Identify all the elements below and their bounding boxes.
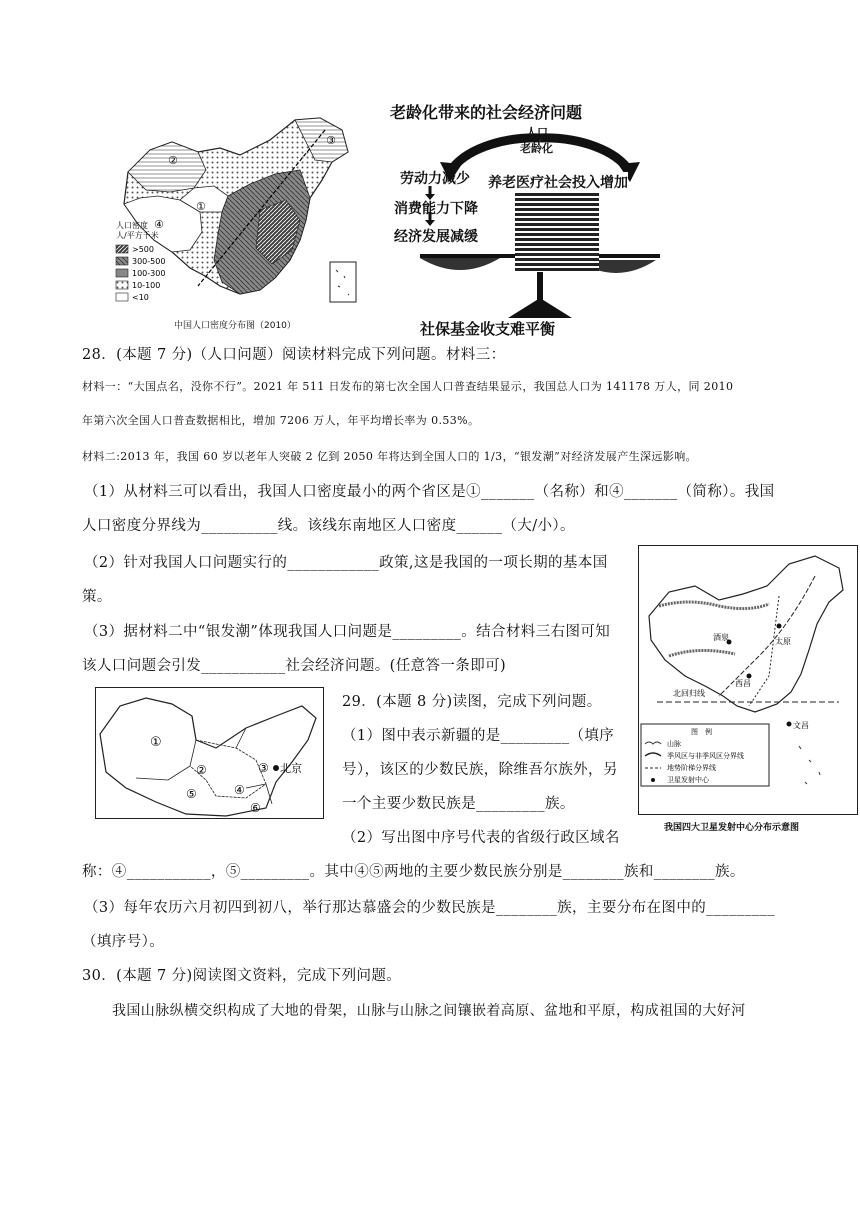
label-xichang: 西昌	[735, 679, 751, 688]
region-marker-5: ⑤	[186, 787, 197, 801]
q29-q2-line1: （2）写出图中序号代表的省级行政区域名	[342, 830, 620, 846]
regions-map-graphic	[96, 688, 323, 818]
aging-right: 养老医疗社会投入增加	[488, 172, 628, 192]
sat-legend-2: 季风区与非季风区分界线	[667, 752, 744, 760]
aging-center-2: 老龄化	[520, 142, 553, 155]
map-marker-1: ①	[196, 200, 206, 213]
q28-q2-line1: （2）针对我国人口问题实行的____________政策,这是我国的一项长期的基本国	[84, 555, 608, 571]
legend-title-1: 人口密度	[116, 221, 148, 230]
aging-bottom: 社保基金收支难平衡	[420, 320, 556, 338]
label-tropic: 北回归线	[673, 689, 705, 698]
q28-q1-line1: （1）从材料三可以看出，我国人口密度最小的两个省区是①_______（名称）和④_______（简称）。我国	[84, 484, 775, 500]
aging-left-2: 消费能力下降	[394, 201, 478, 217]
legend-item-4: 10-100	[132, 281, 161, 290]
aging-diagram	[390, 100, 690, 336]
sat-legend-1: 山脉	[667, 740, 681, 748]
label-taiyuan: 太原	[775, 637, 791, 646]
q28-q2-line2: 策。	[82, 589, 112, 605]
q28-header: 28．(本题 7 分)（人口问题）阅读材料完成下列问题。材料三：	[82, 347, 506, 363]
legend-title-2: 人/平方千米	[116, 231, 159, 240]
region-marker-2: ②	[196, 763, 207, 777]
population-density-map	[110, 100, 360, 332]
q28-material2: 材料二:2013 年，我国 60 岁以老年人突破 2 亿到 2050 年将达到全国人口的 1/3，“银发潮”对经济发展产生深远影响。	[82, 450, 698, 463]
label-jiuquan: 酒泉	[713, 633, 729, 642]
legend-item-1: >500	[132, 245, 154, 254]
aging-left-3: 经济发展减缓	[394, 229, 478, 245]
sat-legend-title: 图 例	[691, 728, 712, 736]
q29-q1-line3: 一个主要少数民族是_________族。	[342, 796, 575, 812]
region-marker-6: ⑥	[250, 801, 261, 815]
q28-q3-line2: 该人口问题会引发___________社会经济问题。(任意答一条即可)	[82, 658, 507, 674]
region-marker-1: ①	[150, 735, 162, 750]
aging-title: 老龄化带来的社会经济问题	[390, 103, 583, 122]
legend-item-3: 100-300	[132, 269, 166, 278]
city-beijing: 北京	[280, 762, 302, 775]
sat-legend-4: 卫星发射中心	[667, 776, 709, 784]
q30-header: 30．(本题 7 分)阅读图文资料，完成下列问题。	[82, 968, 402, 984]
satellite-map-graphic	[639, 546, 857, 814]
sat-legend-3: 地势阶梯分界线	[667, 764, 716, 772]
legend-item-2: 300-500	[132, 257, 166, 266]
q30-paragraph: 我国山脉纵横交织构成了大地的骨架，山脉与山脉之间镶嵌着高原、盆地和平原，构成祖国的大好河	[112, 1003, 746, 1019]
aging-center-1: 人口	[526, 126, 548, 139]
satellite-map	[638, 545, 858, 815]
map-marker-3: ③	[326, 134, 336, 147]
legend-item-5: <10	[132, 293, 149, 302]
label-wenchang: 文昌	[793, 721, 809, 730]
coin-stack	[515, 186, 599, 272]
q29-header: 29．(本题 8 分)读图，完成下列问题。	[342, 694, 602, 710]
density-map-caption: 中国人口密度分布图（2010）	[174, 321, 296, 331]
q29-q3-line2: （填序号）。	[82, 934, 165, 950]
q29-q1-line2: 号），该区的少数民族，除维吾尔族外，另	[342, 762, 618, 778]
q28-q1-line2: 人口密度分界线为__________线。该线东南地区人口密度______（大/小）。	[82, 518, 575, 534]
map-marker-2: ②	[168, 154, 178, 167]
q29-q2-line2: 称：④___________，⑤_________。其中④⑤两地的主要少数民族分别是________族和________族。	[82, 864, 745, 880]
q28-material1-line1: 材料一：“大国点名，没你不行”。2021 年 511 日发布的第七次全国人口普查结果显示，我国总人口为 141178 万人，同 2010	[82, 380, 734, 393]
q29-q3-line1: （3）每年农历六月初四到初八，举行那达慕盛会的少数民族是________族，主要分布在图中的_________	[84, 900, 775, 916]
q29-q1-line1: （1）图中表示新疆的是_________（填序	[342, 728, 615, 744]
region-marker-3: ③	[258, 761, 269, 775]
china-density-map-graphic	[110, 100, 360, 332]
q28-material1-line2: 年第六次全国人口普查数据相比，增加 7206 万人，年平均增长率为 0.53%。	[82, 414, 480, 427]
aging-left-1: 劳动力减少	[400, 171, 470, 187]
region-marker-4: ④	[234, 783, 245, 797]
regions-map	[95, 687, 324, 819]
q28-q3-line1: （3）据材料二中“银发潮”体现我国人口问题是_________。结合材料三右图可知	[84, 624, 611, 640]
satellite-map-caption: 我国四大卫星发射中心分布示意图	[664, 823, 800, 833]
map-marker-4: ④	[154, 218, 164, 231]
